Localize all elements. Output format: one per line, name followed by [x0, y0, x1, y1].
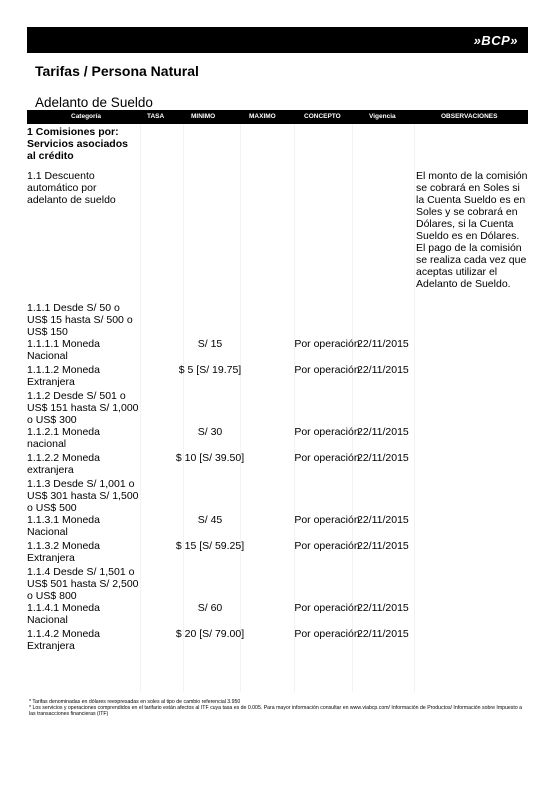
- section-title: Adelanto de Sueldo: [35, 95, 153, 110]
- table-row: [27, 628, 528, 654]
- category-cell: 1.1.2.2 Moneda extranjera: [27, 452, 100, 476]
- vigencia-cell: 22/11/2015: [357, 364, 409, 376]
- col-vigencia: Vigencia: [369, 113, 396, 120]
- category-cell: 1.1 Descuento automático por adelanto de sueldo: [27, 170, 116, 206]
- vigencia-cell: 22/11/2015: [357, 540, 409, 552]
- minimo-cell: $ 20 [S/ 79.00]: [175, 628, 245, 640]
- footnote: * Tarifas denominadas en dólares reexpresadas en soles al tipo de cambio referencial 3.950 * Los servicios y operaciones comprendidos en el tarifario están afectos al ITF cuya tasa es de 0.005. Para mayor información consultar en www.viabcp.com/ Información de Productos/ Información sobre Impuesto a las transacciones financieras (ITF): [29, 699, 523, 717]
- minimo-cell: $ 15 [S/ 59.25]: [175, 540, 245, 552]
- concepto-cell: Por operación: [294, 628, 360, 640]
- col-categoria: Categoría: [71, 113, 101, 120]
- col-observaciones: OBSERVACIONES: [441, 113, 498, 120]
- col-maximo: MAXIMO: [249, 113, 276, 120]
- minimo-cell: $ 10 [S/ 39.50]: [175, 452, 245, 464]
- minimo-cell: $ 5 [S/ 19.75]: [178, 364, 242, 376]
- category-cell: 1.1.4.2 Moneda Extranjera: [27, 628, 100, 652]
- table-row: [27, 338, 528, 364]
- col-tasa: TASA: [147, 113, 165, 120]
- bcp-logo: »BCP»: [473, 33, 518, 48]
- category-cell: 1.1.1 Desde S/ 50 o US$ 15 hasta S/ 500 o US$ 150: [27, 302, 133, 338]
- table-row: [27, 426, 528, 452]
- vigencia-cell: 22/11/2015: [357, 628, 409, 640]
- minimo-cell: S/ 30: [197, 426, 223, 438]
- category-cell: 1.1.1.2 Moneda Extranjera: [27, 364, 100, 388]
- category-cell: 1.1.4.1 Moneda Nacional: [27, 602, 100, 626]
- concepto-cell: Por operación: [294, 602, 360, 614]
- concepto-cell: Por operación: [294, 338, 360, 350]
- category-cell: 1.1.3.1 Moneda Nacional: [27, 514, 100, 538]
- category-cell: 1.1.2.1 Moneda nacional: [27, 426, 100, 450]
- table-row: [27, 514, 528, 540]
- table-row: [27, 126, 528, 170]
- col-minimo: MINIMO: [191, 113, 216, 120]
- table-header: [27, 110, 528, 124]
- category-cell: 1.1.1.1 Moneda Nacional: [27, 338, 100, 362]
- category-cell: 1.1.2 Desde S/ 501 o US$ 151 hasta S/ 1,000 o US$ 300: [27, 390, 139, 426]
- vigencia-cell: 22/11/2015: [357, 338, 409, 350]
- page-title: Tarifas / Persona Natural: [35, 63, 199, 79]
- table-row: [27, 302, 528, 338]
- category-cell: 1.1.3.2 Moneda Extranjera: [27, 540, 100, 564]
- table-row: [27, 478, 528, 514]
- table-row: [27, 540, 528, 566]
- concepto-cell: Por operación: [294, 540, 360, 552]
- table-row: [27, 170, 528, 302]
- table-row: [27, 566, 528, 602]
- minimo-cell: S/ 15: [197, 338, 223, 350]
- table-row: [27, 390, 528, 426]
- minimo-cell: S/ 45: [197, 514, 223, 526]
- concepto-cell: Por operación: [294, 514, 360, 526]
- category-cell: 1.1.4 Desde S/ 1,501 o US$ 501 hasta S/ 2,500 o US$ 800: [27, 566, 139, 602]
- concepto-cell: Por operación: [294, 364, 360, 376]
- table-row: [27, 364, 528, 390]
- vigencia-cell: 22/11/2015: [357, 426, 409, 438]
- header-bar: [27, 27, 528, 53]
- concepto-cell: Por operación: [294, 426, 360, 438]
- category-cell: 1 Comisiones por: Servicios asociados al crédito: [27, 126, 128, 162]
- vigencia-cell: 22/11/2015: [357, 514, 409, 526]
- observaciones-cell: El monto de la comisión se cobrará en Soles si la Cuenta Sueldo es en Soles y se cobrará en Dólares, si la Cuenta Sueldo es en Dólares. El pago de la comisión se realiza cada vez que aceptas utilizar el Adelanto de Sueldo.: [416, 170, 528, 290]
- category-cell: 1.1.3 Desde S/ 1,001 o US$ 301 hasta S/ 1,500 o US$ 500: [27, 478, 139, 514]
- concepto-cell: Por operación: [294, 452, 360, 464]
- table-row: [27, 602, 528, 628]
- table-row: [27, 452, 528, 478]
- vigencia-cell: 22/11/2015: [357, 452, 409, 464]
- col-concepto: CONCEPTO: [304, 113, 341, 120]
- minimo-cell: S/ 60: [197, 602, 223, 614]
- vigencia-cell: 22/11/2015: [357, 602, 409, 614]
